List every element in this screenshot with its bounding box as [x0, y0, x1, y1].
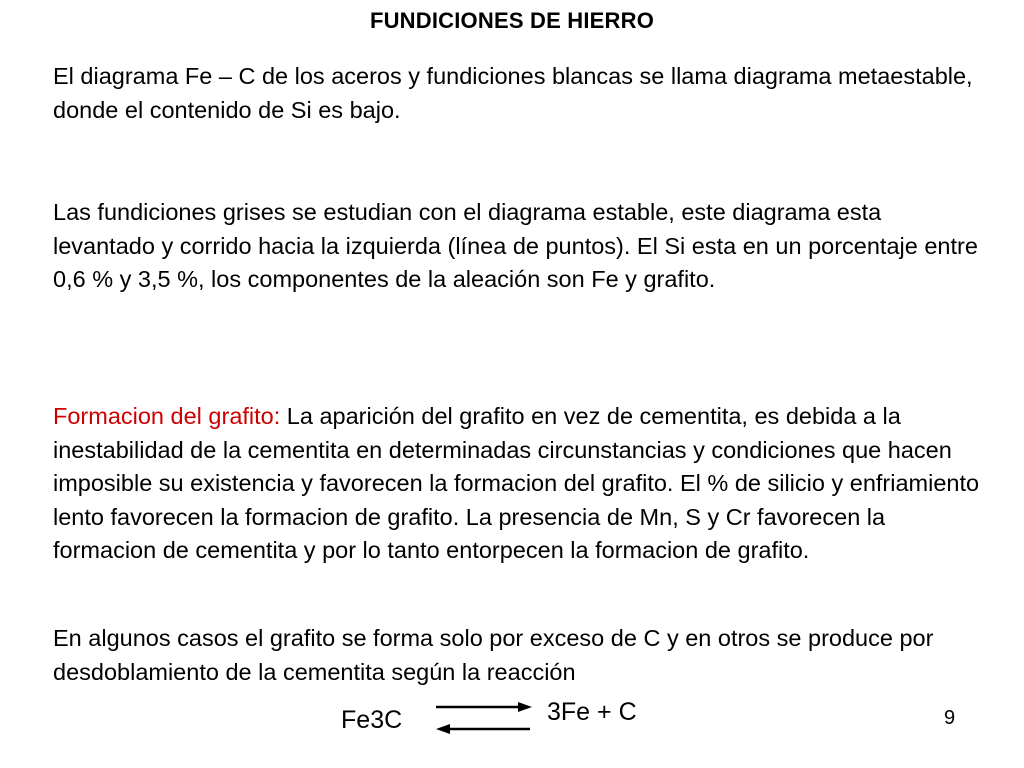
- equilibrium-arrows-icon: [432, 699, 536, 739]
- slide-title: FUNDICIONES DE HIERRO: [369, 8, 655, 33]
- reactant-subscript: 3: [370, 706, 385, 734]
- reactant-suffix: C: [384, 706, 403, 734]
- reverse-arrow-head: [436, 724, 450, 734]
- paragraph-gray-cast-iron: Las fundiciones grises se estudian con el diagrama estable, este diagrama esta levantado y corrido hacia la izquierda (línea de puntos). El Si esta en un porcentaje entre 0,6 % y 3,5 %, los componentes de la aleación son Fe y grafito.: [53, 199, 978, 292]
- forward-arrow-head: [518, 702, 532, 712]
- page-number: 9: [944, 707, 956, 729]
- paragraph-metastable-diagram: El diagrama Fe – C de los aceros y fundiciones blancas se llama diagrama metaestable, donde el contenido de Si es bajo.: [53, 63, 973, 123]
- paragraph-reaction-intro: En algunos casos el grafito se forma solo por exceso de C y en otros se produce por desdoblamiento de la cementita según la reacción: [53, 625, 934, 685]
- reactant-prefix: Fe: [341, 706, 371, 734]
- graphite-formation-body: La aparición del grafito en vez de cementita, es debida a la inestabilidad de la cementita en determinadas circunstancias y condiciones que hacen imposible su existencia y favorecen la formacion del grafito. El % de silicio y enfriamiento lento favorecen la formacion de grafito. La presencia de Mn, S y Cr favorecen la formacion de cementita y por lo tanto entorpecen la formacion de grafito.: [53, 403, 980, 563]
- reaction-product: 3Fe + C: [547, 698, 637, 726]
- reaction-reactant: [341, 706, 402, 735]
- paragraph-graphite-formation: [53, 400, 983, 568]
- graphite-formation-heading: Formacion del grafito:: [53, 403, 281, 429]
